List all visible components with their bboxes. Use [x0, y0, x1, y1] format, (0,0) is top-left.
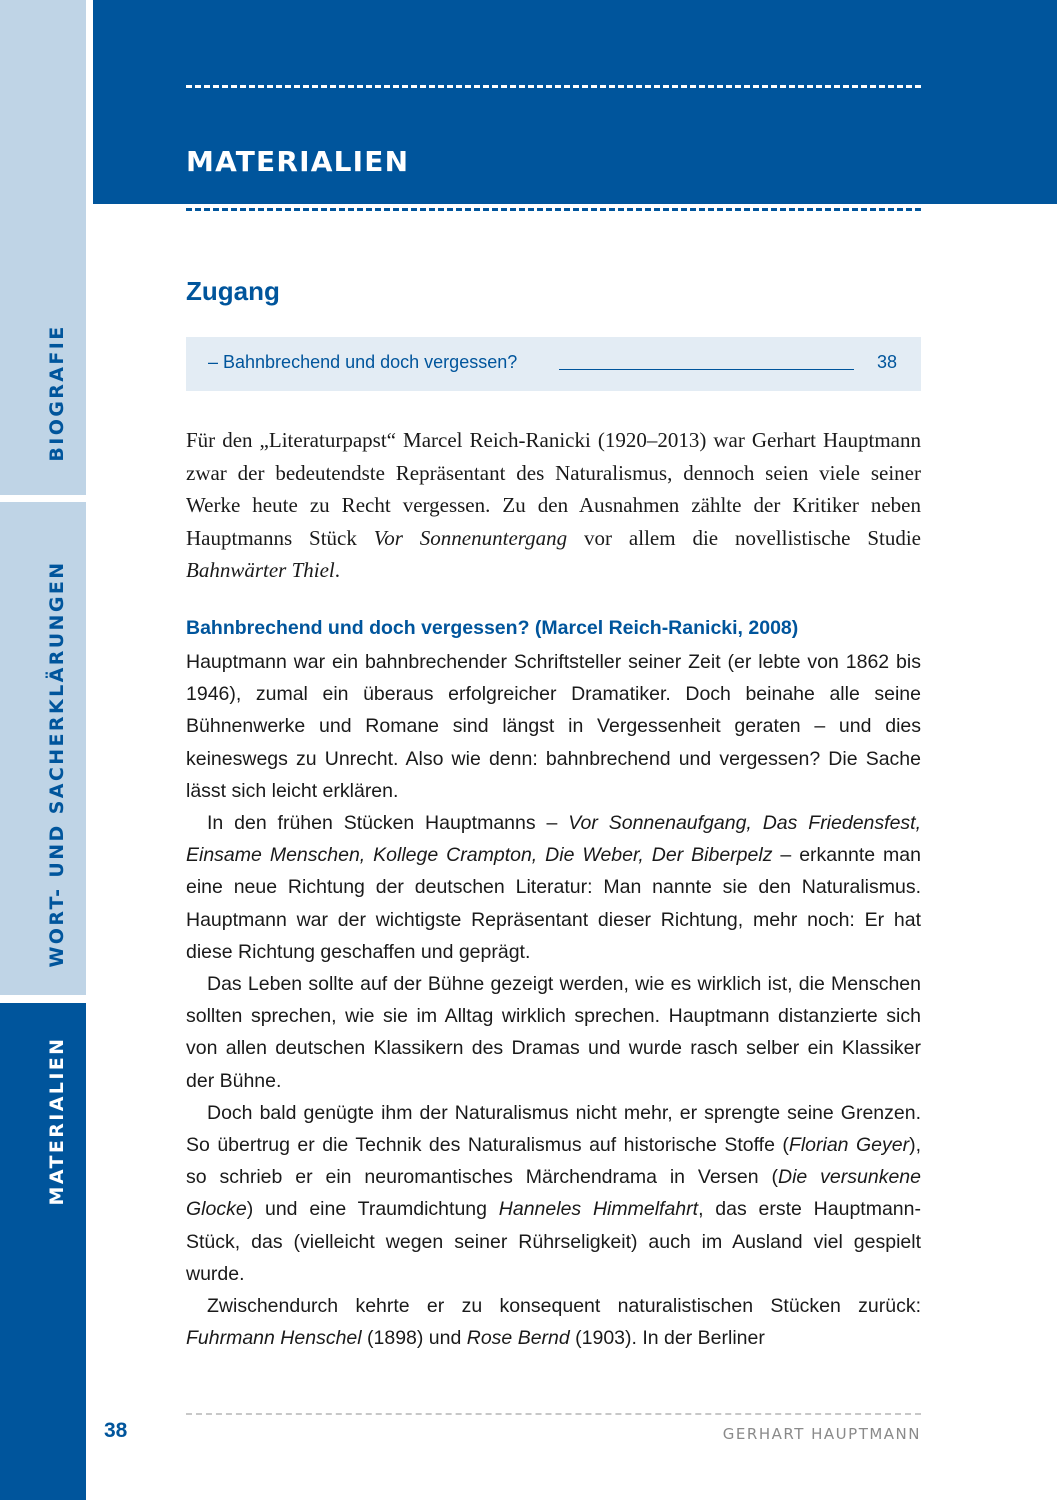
article-body: [186, 646, 921, 1354]
article-paragraph: Doch bald genügte ihm der Naturalismus nicht mehr, er sprengte seine Grenzen. So übertrug er die Technik des Naturalismus auf historische Stoffe (Florian Geyer), so schrieb er ein neuromantisches Märchendrama in Versen (Die versunkene Glocke) und eine Traumdichtung Hanneles Himmelfahrt, das erste Hauptmann-Stück, das (vielleicht wegen seiner Rührseligkeit) auch im Ausland viel gespielt wurde.: [186, 1101, 921, 1285]
article-paragraph: In den frühen Stücken Hauptmanns – Vor Sonnenaufgang, Das Friedensfest, Einsame Menschen, Kollege Crampton, Die Weber, Der Biberpelz – erkannte man eine neue Richtung der deutschen Literatur: Man nannte sie den Naturalismus. Hauptmann war der wichtigste Repräsentant dieser Richtung, mehr noch: Er hat diese Richtung geschaffen und geprägt.: [186, 812, 921, 963]
page-number: 38: [104, 1419, 128, 1442]
chapter-title: MATERIALIEN: [186, 145, 410, 178]
section-title: Zugang: [186, 276, 280, 306]
sidebar-tab-biografie[interactable]: [0, 0, 86, 495]
sidebar-tab-label: WORT- UND SACHERKLÄRUNGEN: [46, 560, 68, 968]
work-title: Rose Bernd: [466, 1327, 570, 1350]
toc-entry[interactable]: – Bahnbrechend und doch vergessen?: [208, 352, 518, 372]
footer-divider: [186, 1413, 921, 1415]
toc-leader-line: [559, 369, 854, 370]
sidebar-tab-label: MATERIALIEN: [46, 1036, 68, 1206]
article-heading: Bahnbrechend und doch vergessen? (Marcel Reich-Ranicki, 2008): [186, 617, 799, 639]
work-title: Bahnwärter Thiel: [186, 558, 335, 582]
work-title: Florian Geyer: [788, 1134, 910, 1157]
header-divider-top: [186, 85, 921, 88]
work-title: Vor Sonnenuntergang: [373, 525, 568, 550]
intro-text: vor allem die novellistische Studie: [567, 525, 921, 550]
sidebar-tab-materialien[interactable]: [0, 1003, 86, 1500]
toc-page-number: 38: [876, 352, 897, 372]
intro-text: Für den „Literaturpapst“ Marcel Reich-Ranicki (1920–2013) war Gerhart Hauptmann zwar der bedeutendste Repräsentant des Naturalismus, dennoch seien viele seiner Werke heute zu Recht vergessen. Zu den Ausnahmen zählte der Kritiker neben Hauptmanns Stück: [186, 428, 921, 550]
intro-paragraph: [186, 424, 921, 587]
article-paragraph: Hauptmann war ein bahnbrechender Schriftsteller seiner Zeit (er lebte von 1862 bis 1946), zumal ein überaus erfolgreicher Dramatiker. Doch beinahe alle seine Bühnenwerke und Romane sind längst in Vergessenheit geraten – und dies keineswegs zu Unrecht. Also wie denn: bahnbrechend und vergessen? Die Sache lässt sich leicht erklären.: [186, 651, 921, 802]
article-paragraph: Zwischendurch kehrte er zu konsequent naturalistischen Stücken zurück: Fuhrmann Henschel (1898) und Rose Bernd (1903). In der Berliner: [186, 1295, 921, 1350]
intro-text: .: [334, 558, 341, 582]
work-title: Vor Sonnenaufgang, Das Friedensfest, Einsame Menschen, Kollege Crampton, Die Weber, Der Biberpelz: [186, 812, 921, 867]
toc-box: [186, 337, 921, 391]
work-title: Die versunkene Glocke: [186, 1166, 921, 1221]
sidebar-tab-wort-und-sacherklaerungen[interactable]: [0, 502, 86, 995]
work-title: Fuhrmann Henschel: [186, 1327, 362, 1350]
running-footer-author: GERHART HAUPTMANN: [722, 1425, 921, 1443]
article-paragraph: Das Leben sollte auf der Bühne gezeigt werden, wie es wirklich ist, die Menschen sollten sprechen, wie sie im Alltag wirklich sprechen. Hauptmann distanzierte sich von allen deutschen Klassikern des Dramas und wurde rasch selber ein Klassiker der Bühne.: [186, 973, 921, 1092]
work-title: Hanneles Himmelfahrt: [498, 1198, 699, 1221]
header-divider-bottom: [186, 208, 921, 211]
sidebar-tab-label: BIOGRAFIE: [46, 324, 68, 462]
